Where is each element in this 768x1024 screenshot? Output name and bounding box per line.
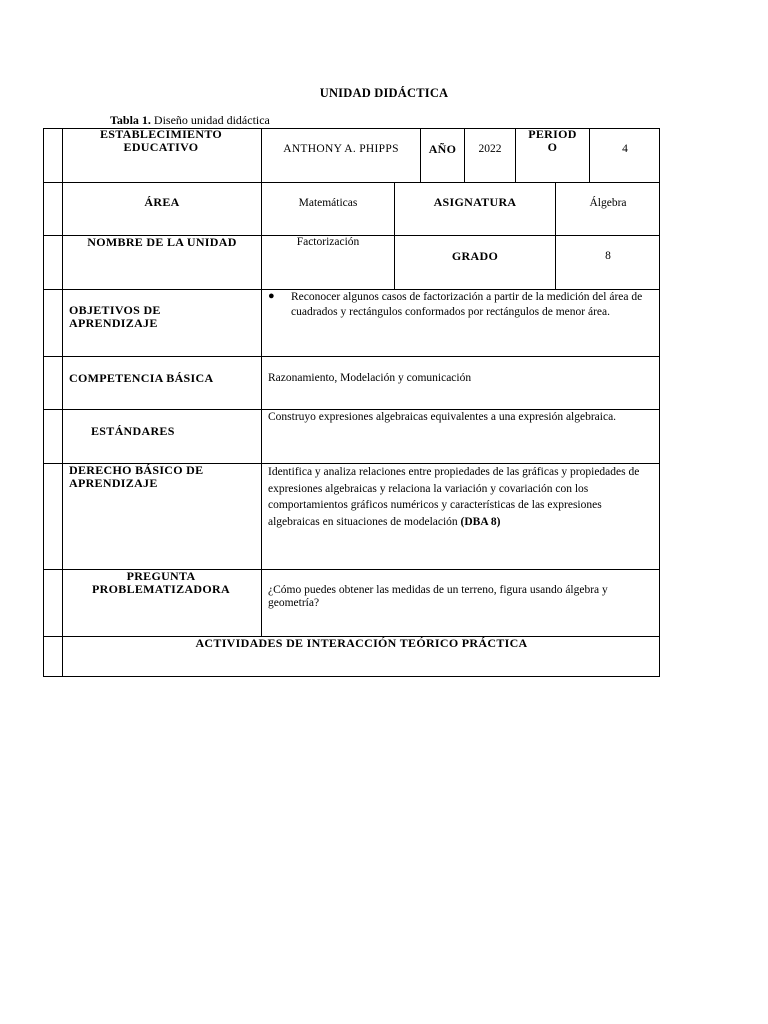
actividades-label: ACTIVIDADES DE INTERACCIÓN TEÓRICO PRÁCTICA [195,636,528,650]
objetivos-value: Reconocer algunos casos de factorización a partir de la medición del área de cuadrados y rectángulos conformados por rectángulos de menor área. [291,291,643,318]
caption-label: Tabla 1. [110,113,151,127]
periodo-label-line1: PERIOD [528,127,577,141]
dba-code: (DBA 8) [460,516,501,529]
dba-text: Identifica y analiza relaciones entre propiedades de las gráficas y propiedades de expresiones algebraicas y relaciona la variación y covariación con los comportamientos gráficos numéricos y características de las expresiones algebraicas en situaciones de modelación [268,466,640,529]
unidad-value: Factorización [296,236,360,248]
estandares-label: ESTÁNDARES [91,424,175,438]
document-title: UNIDAD DIDÁCTICA [319,86,449,100]
periodo-label-line2: O [547,140,558,154]
table-caption [110,113,270,128]
pregunta-label: PREGUNTA PROBLEMATIZADORA [92,569,230,596]
dba-label: DERECHO BÁSICO DE APRENDIZAJE [69,463,204,490]
unidad-label: NOMBRE DE LA UNIDAD [87,235,237,249]
grado-value: 8 [605,250,611,262]
anio-label: AÑO [428,142,457,156]
table-gridline [43,356,660,357]
area-value: Matemáticas [298,197,358,209]
pregunta-value: ¿Cómo puedes obtener las medidas de un terreno, figura usando álgebra y geometría? [268,584,608,609]
competencia-value: Razonamiento, Modelación y comunicación [268,372,472,384]
dba-value [268,464,656,531]
caption-text: Diseño unidad didáctica [150,113,270,127]
bullet-icon: ● [268,290,275,302]
area-label: ÁREA [144,195,180,209]
establecimiento-label: ESTABLECIMIENTO EDUCATIVO [99,127,223,154]
anio-value: 2022 [478,143,502,155]
asignatura-value: Álgebra [589,197,627,209]
estandares-value: Construyo expresiones algebraicas equivalentes a una expresión algebraica. [268,411,617,423]
periodo-label [516,128,589,154]
competencia-label: COMPETENCIA BÁSICA [69,371,214,385]
establecimiento-value: ANTHONY A. PHIPPS [283,143,399,155]
asignatura-label: ASIGNATURA [433,195,517,209]
table-gridline [43,409,660,410]
periodo-value: 4 [622,143,628,155]
grado-label: GRADO [451,249,499,263]
table-gridline [43,182,660,183]
table-gridline [62,128,63,677]
objetivos-label: OBJETIVOS DE APRENDIZAJE [69,303,161,330]
